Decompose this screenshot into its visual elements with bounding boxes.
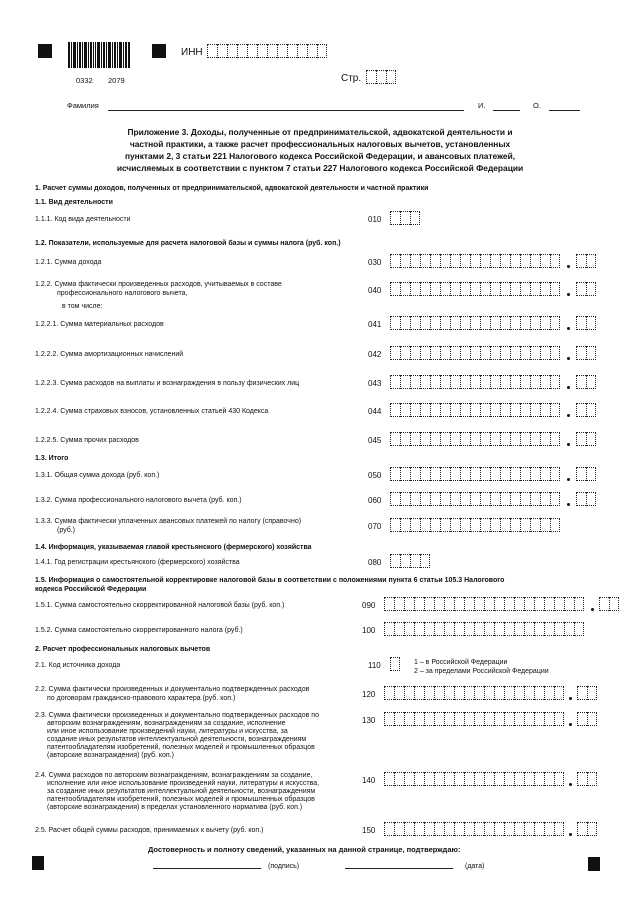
row-050-code: 050 <box>368 471 382 480</box>
row-140-label-line2: исполнение или иное использование произведений науки, литературы и искусства, <box>47 780 320 787</box>
row-070-rub-cells[interactable] <box>390 518 560 532</box>
row-140-rub-cells[interactable] <box>384 772 564 786</box>
row-080-code: 080 <box>368 558 382 567</box>
page-label: Стр. <box>341 73 362 84</box>
row-045-label: 1.2.2.5. Сумма прочих расходов <box>35 437 139 444</box>
row-043-kop-cells[interactable] <box>576 375 596 389</box>
row-042-label: 1.2.2.2. Сумма амортизационных начислений <box>35 351 184 358</box>
row-060-decimal-dot <box>567 503 570 506</box>
row-045-kop-cells[interactable] <box>576 432 596 446</box>
section-1-2-heading: 1.2. Показатели, используемые для расчета налоговой базы и суммы налога (руб. коп.) <box>35 240 341 247</box>
row-150-rub-cells[interactable] <box>384 822 564 836</box>
surname-line[interactable] <box>108 110 464 111</box>
corner-marker-top-left <box>38 44 52 58</box>
row-044-rub-cells[interactable] <box>390 403 560 417</box>
row-140-kop-cells[interactable] <box>577 772 597 786</box>
row-140-label-line4: патентообладателям изобретений, полезных моделей и промышленных образцов <box>47 796 315 803</box>
signature-caption: (подпись) <box>268 863 300 870</box>
row-140-decimal-dot <box>569 783 572 786</box>
row-130-label-line5: патентообладателям изобретений, полезных моделей и промышленных образцов <box>47 744 315 751</box>
section-1-5-heading-line1: 1.5. Информация о самостоятельной корректировке налоговой базы в соответствии с положениями пункта 6 статьи 105.3 Налогового <box>35 577 505 584</box>
row-042-code: 042 <box>368 350 382 359</box>
form-title-line3: пунктами 2, 3 статьи 221 Налогового кодекса Российской Федерации, и авансовых платежей, <box>124 151 516 161</box>
row-043-decimal-dot <box>567 386 570 389</box>
corner-marker-bottom-right <box>588 857 600 871</box>
row-090-rub-cells[interactable] <box>384 597 584 611</box>
inn-label: ИНН <box>181 47 203 58</box>
row-060-code: 060 <box>368 496 382 505</box>
section-1-3-heading: 1.3. Итого <box>35 455 69 462</box>
row-120-code: 120 <box>362 690 376 699</box>
row-044-decimal-dot <box>567 414 570 417</box>
section-1-heading: 1. Расчет суммы доходов, полученных от предпринимательской, адвокатской деятельности и частной практики <box>35 185 429 192</box>
row-070-label-line2: (руб.) <box>57 527 76 534</box>
row-110-code: 110 <box>368 661 381 670</box>
row-080-label: 1.4.1. Год регистрации крестьянского (фермерского) хозяйства <box>35 559 240 566</box>
row-120-label-line1: 2.2. Сумма фактически произведенных и документально подтвержденных расходов <box>35 686 310 693</box>
patronymic-initial-line[interactable] <box>549 110 580 111</box>
row-090-code: 090 <box>362 601 376 610</box>
row-045-code: 045 <box>368 436 382 445</box>
row-130-label-line1: 2.3. Сумма фактически произведенных и документально подтвержденных расходов по <box>35 712 319 719</box>
row-130-label-line3: или иное использование произведений науки, литературы и искусства, за <box>47 728 288 735</box>
row-010-cells[interactable] <box>390 211 420 225</box>
row-120-label-line2: по договорам гражданско-правового характера (руб. коп.) <box>47 695 236 702</box>
barcode <box>68 42 130 76</box>
row-040-rub-cells[interactable] <box>390 282 560 296</box>
row-140-code: 140 <box>362 776 376 785</box>
section-2-heading: 2. Расчет профессиональных налоговых вычетов <box>35 646 211 653</box>
row-040-label-line1: 1.2.2. Сумма фактически произведенных расходов, учитываемых в составе <box>35 281 282 288</box>
row-044-label: 1.2.2.4. Сумма страховых взносов, установленных статьей 430 Кодекса <box>35 408 269 415</box>
barcode-number-a: 0332 <box>76 76 93 85</box>
row-030-rub-cells[interactable] <box>390 254 560 268</box>
section-1-4-heading: 1.4. Информация, указываемая главой крестьянского (фермерского) хозяйства <box>35 544 312 551</box>
row-080-cells[interactable] <box>390 554 430 568</box>
row-150-kop-cells[interactable] <box>577 822 597 836</box>
row-030-kop-cells[interactable] <box>576 254 596 268</box>
row-070-label-line1: 1.3.3. Сумма фактически уплаченных авансовых платежей по налогу (справочно) <box>35 518 302 525</box>
row-120-decimal-dot <box>569 697 572 700</box>
row-043-label: 1.2.2.3. Сумма расходов на выплаты и вознаграждения в пользу физических лиц <box>35 380 300 387</box>
row-110-cells[interactable] <box>390 657 400 671</box>
row-120-rub-cells[interactable] <box>384 686 564 700</box>
row-140-label-line1: 2.4. Сумма расходов по авторским вознаграждениям, вознаграждениям за создание, <box>35 772 313 779</box>
row-130-label-line6: (авторские вознаграждения) (руб. коп.) <box>47 752 175 759</box>
inn-cells[interactable] <box>207 44 327 58</box>
row-042-rub-cells[interactable] <box>390 346 560 360</box>
row-040-label-line2: профессионального налогового вычета, <box>57 290 188 297</box>
row-150-code: 150 <box>362 826 376 835</box>
row-130-rub-cells[interactable] <box>384 712 564 726</box>
row-130-kop-cells[interactable] <box>577 712 597 726</box>
row-050-label: 1.3.1. Общая сумма дохода (руб. коп.) <box>35 472 160 479</box>
row-010-code: 010 <box>368 215 382 224</box>
row-130-code: 130 <box>362 716 376 725</box>
row-110-hint-1: 1 – в Российской Федерации <box>414 659 508 666</box>
row-050-kop-cells[interactable] <box>576 467 596 481</box>
row-100-label: 1.5.2. Сумма самостоятельно скорректированного налога (руб.) <box>35 627 243 634</box>
row-041-label: 1.2.2.1. Сумма материальных расходов <box>35 321 164 328</box>
date-caption: (дата) <box>465 863 485 870</box>
row-050-rub-cells[interactable] <box>390 467 560 481</box>
row-042-kop-cells[interactable] <box>576 346 596 360</box>
row-100-rub-cells[interactable] <box>384 622 584 636</box>
name-initial-line[interactable] <box>493 110 520 111</box>
row-041-decimal-dot <box>567 327 570 330</box>
form-title-line2: частной практики, а также расчет профессиональных налоговых вычетов, установленных <box>129 139 511 149</box>
row-150-label: 2.5. Расчет общей суммы расходов, принимаемых к вычету (руб. коп.) <box>35 827 264 834</box>
row-010-label: 1.1.1. Код вида деятельности <box>35 216 131 223</box>
row-140-label-line3: за создание иных результатов интеллектуальной деятельности, вознаграждениям <box>47 788 316 795</box>
row-042-decimal-dot <box>567 357 570 360</box>
row-041-code: 041 <box>368 320 382 329</box>
row-043-code: 043 <box>368 379 382 388</box>
row-043-rub-cells[interactable] <box>390 375 560 389</box>
corner-marker-top-mid <box>152 44 166 58</box>
row-040-decimal-dot <box>567 293 570 296</box>
row-060-rub-cells[interactable] <box>390 492 560 506</box>
row-040-kop-cells[interactable] <box>576 282 596 296</box>
patronymic-initial-label: О. <box>533 101 541 110</box>
row-120-kop-cells[interactable] <box>577 686 597 700</box>
row-090-label: 1.5.1. Сумма самостоятельно скорректированной налоговой базы (руб. коп.) <box>35 602 285 609</box>
row-110-hint-2: 2 – за пределами Российской Федерации <box>414 668 549 675</box>
section-1-5-heading-line2: кодекса Российской Федерации <box>35 586 147 593</box>
row-150-decimal-dot <box>569 833 572 836</box>
corner-marker-bottom-left <box>32 856 44 870</box>
row-130-label-line2: авторским вознаграждениям, вознаграждениям за создание, исполнение <box>47 720 286 727</box>
row-044-kop-cells[interactable] <box>576 403 596 417</box>
row-044-code: 044 <box>368 407 382 416</box>
row-050-decimal-dot <box>567 478 570 481</box>
barcode-number-b: 2079 <box>108 76 125 85</box>
row-070-code: 070 <box>368 522 382 531</box>
row-110-label: 2.1. Код источника дохода <box>35 662 121 669</box>
row-130-label-line4: создание иных результатов интеллектуальной деятельности, вознаграждениям <box>47 736 307 743</box>
row-045-rub-cells[interactable] <box>390 432 560 446</box>
row-030-decimal-dot <box>567 265 570 268</box>
row-060-kop-cells[interactable] <box>576 492 596 506</box>
page-cells[interactable] <box>366 70 396 84</box>
row-140-label-line5: (авторские вознаграждения) в пределах установленного норматива (руб. коп.) <box>47 804 303 811</box>
row-090-kop-cells[interactable] <box>599 597 619 611</box>
row-100-code: 100 <box>362 626 376 635</box>
footer-confirmation: Достоверность и полноту сведений, указанных на данной странице, подтверждаю: <box>148 845 461 854</box>
name-initial-label: И. <box>478 101 486 110</box>
date-line[interactable] <box>345 868 453 869</box>
row-041-kop-cells[interactable] <box>576 316 596 330</box>
row-040-code: 040 <box>368 286 382 295</box>
signature-line[interactable] <box>153 868 261 869</box>
row-030-code: 030 <box>368 258 382 267</box>
row-130-decimal-dot <box>569 723 572 726</box>
section-1-1-heading: 1.1. Вид деятельности <box>35 199 113 206</box>
row-045-decimal-dot <box>567 443 570 446</box>
row-040-label-line3: в том числе: <box>62 303 103 310</box>
surname-label: Фамилия <box>67 101 99 110</box>
form-title-line4: исчисляемых в соответствии с пунктом 7 статьи 227 Налогового кодекса Российской Федерации <box>116 163 524 173</box>
row-060-label: 1.3.2. Сумма профессионального налогового вычета (руб. коп.) <box>35 497 242 504</box>
row-030-label: 1.2.1. Сумма дохода <box>35 259 102 266</box>
row-041-rub-cells[interactable] <box>390 316 560 330</box>
row-090-decimal-dot <box>591 608 594 611</box>
form-title-line1: Приложение 3. Доходы, полученные от предпринимательской, адвокатской деятельности и <box>127 127 513 137</box>
